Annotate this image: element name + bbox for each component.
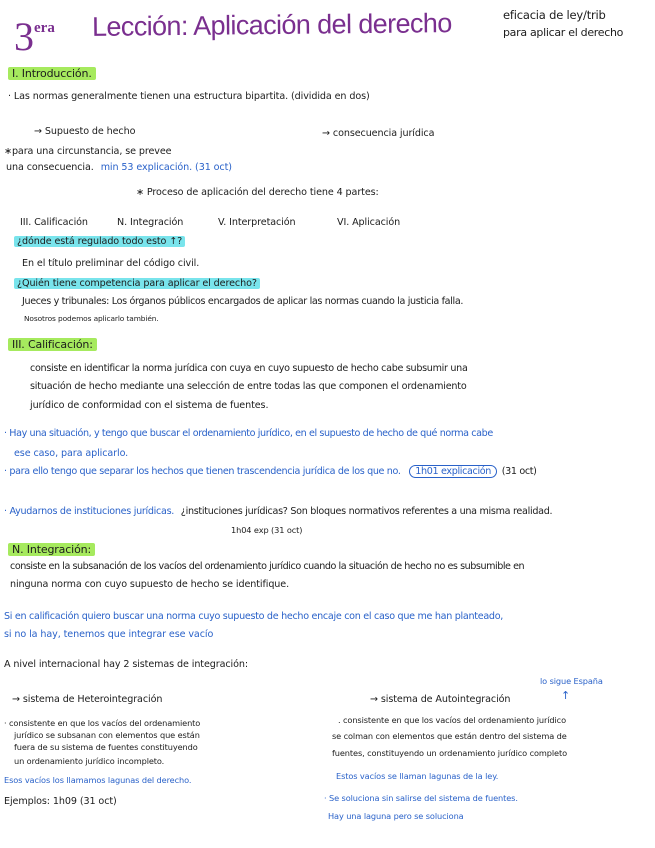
calificacion-blue-2-text: · para ello tengo que separar los hechos que tienen trascendencia jurídica de los que no. (4, 466, 401, 477)
calificacion-blue-1-line-2: ese caso, para aplicarlo. (14, 448, 129, 459)
integracion-para-line-2: ninguna norma con cuyo supuesto de hecho se identifique. (10, 579, 290, 590)
hetero-line-2: jurídico se subsanan con elementos que están (14, 730, 200, 740)
calificacion-para-line-3: jurídico de conformidad con el sistema de fuentes. (30, 400, 269, 411)
section-heading-introduccion (8, 67, 96, 80)
calificacion-para-line-2: situación de hecho mediante una selección de entre todas las que componen el ordenamiento (30, 381, 467, 392)
ordinal-suffix: era (34, 20, 55, 36)
calificacion-explicacion-box: 1h01 explicación (409, 465, 497, 478)
hetero-title: → sistema de Heterointegración (12, 694, 163, 705)
intro-line-1: · Las normas generalmente tienen una estructura bipartita. (dividida en dos) (8, 91, 370, 102)
section-heading-introduccion-text: I. Introducción. (8, 67, 96, 80)
integracion-blue-line-2: si no la hay, tenemos que integrar ese vacío (4, 629, 214, 640)
answer-donde: En el título preliminar del código civil. (22, 258, 200, 269)
question-quien (14, 278, 260, 289)
question-donde (14, 236, 185, 247)
hetero-line-1: · consistente en que los vacíos del ordenamiento (4, 718, 201, 728)
hetero-blue: Esos vacíos los llamamos lagunas del derecho. (4, 775, 192, 785)
proceso-line: ∗ Proceso de aplicación del derecho tiene 4 partes: (136, 187, 379, 198)
calificacion-blue-3: · Ayudarnos de instituciones jurídicas. (4, 506, 175, 517)
hetero-line-4: un ordenamiento jurídico incompleto. (14, 756, 165, 766)
integracion-blue-line-1: Si en calificación quiero buscar una norma cuyo supuesto de hecho encaje con el caso que me han planteado, (4, 611, 504, 622)
section-heading-integracion (8, 543, 95, 556)
section-heading-integracion-text: N. Integración: (8, 543, 95, 556)
sigue-espana-note: lo sigue España (540, 676, 603, 686)
auto-title: → sistema de Autointegración (370, 694, 511, 705)
question-quien-text: ¿Quién tiene competencia para aplicar el derecho? (14, 278, 260, 289)
ordinal (14, 8, 55, 57)
integracion-para-line-1: consiste en la subsanación de los vacíos del ordenamiento jurídico cuando la situación de hecho no es subsumible en (10, 561, 525, 572)
answer-quien: Jueces y tribunales: Los órganos públicos encargados de aplicar las normas cuando la justicia falla. (22, 296, 464, 307)
part-integracion: N. Integración (117, 217, 184, 228)
section-heading-calificacion-text: III. Calificación: (8, 338, 97, 351)
calificacion-blue-2 (4, 466, 537, 477)
section-heading-calificacion (8, 338, 97, 351)
calificacion-para-line-1: consiste en identificar la norma jurídica con cuya en cuyo supuesto de hecho cabe subsumir una (30, 363, 468, 374)
arrow-up-icon: ↑ (561, 689, 571, 702)
auto-line-3: fuentes, constituyendo un ordenamiento jurídico completo (332, 748, 568, 758)
instituciones-question: ¿instituciones jurídicas? Son bloques normativos referentes a una misma realidad. (180, 506, 553, 517)
part-aplicacion: VI. Aplicación (337, 217, 401, 228)
consecuencia-label: → consecuencia jurídica (322, 128, 435, 139)
ordinal-number: 3 (14, 14, 34, 59)
calificacion-blue-1-line-1: · Hay una situación, y tengo que buscar el ordenamiento jurídico, en el supuesto de hecho de qué norma cabe (4, 428, 493, 439)
question-donde-text: ¿dónde está regulado todo esto ↑? (14, 236, 185, 247)
auto-blue-2: · Se soluciona sin salirse del sistema de fuentes. (324, 793, 518, 803)
integracion-nivel-line: A nivel internacional hay 2 sistemas de integración: (4, 659, 249, 670)
auto-line-1: . consistente en que los vacíos del ordenamiento jurídico (338, 715, 566, 725)
auto-line-2: se colman con elementos que están dentro del sistema de (332, 731, 567, 741)
hetero-line-3: fuera de su sistema de fuentes constituyendo (14, 742, 198, 752)
intro-note-line-2-text: una consecuencia. (6, 162, 94, 173)
calificacion-instituciones-line (4, 506, 552, 517)
calificacion-blue-2-date: (31 oct) (501, 466, 537, 477)
supuesto-label: → Supuesto de hecho (34, 126, 136, 137)
page-subtitle-line1: eficacia de ley/trib (503, 8, 606, 22)
intro-note-line-2-ref: min 53 explicación. (31 oct) (100, 162, 232, 173)
instituciones-note: 1h04 exp (31 oct) (231, 525, 303, 535)
answer-quien-small: Nosotros podemos aplicarlo también. (24, 314, 159, 323)
page-subtitle-line2: para aplicar el derecho (503, 26, 624, 39)
auto-blue-3: Hay una laguna pero se soluciona (328, 811, 464, 821)
part-calificacion: III. Calificación (20, 217, 88, 228)
intro-note-line-1: ∗para una circunstancia, se prevee (4, 146, 172, 157)
auto-blue-1: Estos vacíos se llaman lagunas de la ley. (336, 771, 499, 781)
intro-note-line-2 (6, 162, 232, 173)
part-interpretacion: V. Interpretación (218, 217, 296, 228)
page-title: Lección: Aplicación del derecho (91, 8, 452, 42)
hetero-ejemplos: Ejemplos: 1h09 (31 oct) (4, 796, 117, 807)
